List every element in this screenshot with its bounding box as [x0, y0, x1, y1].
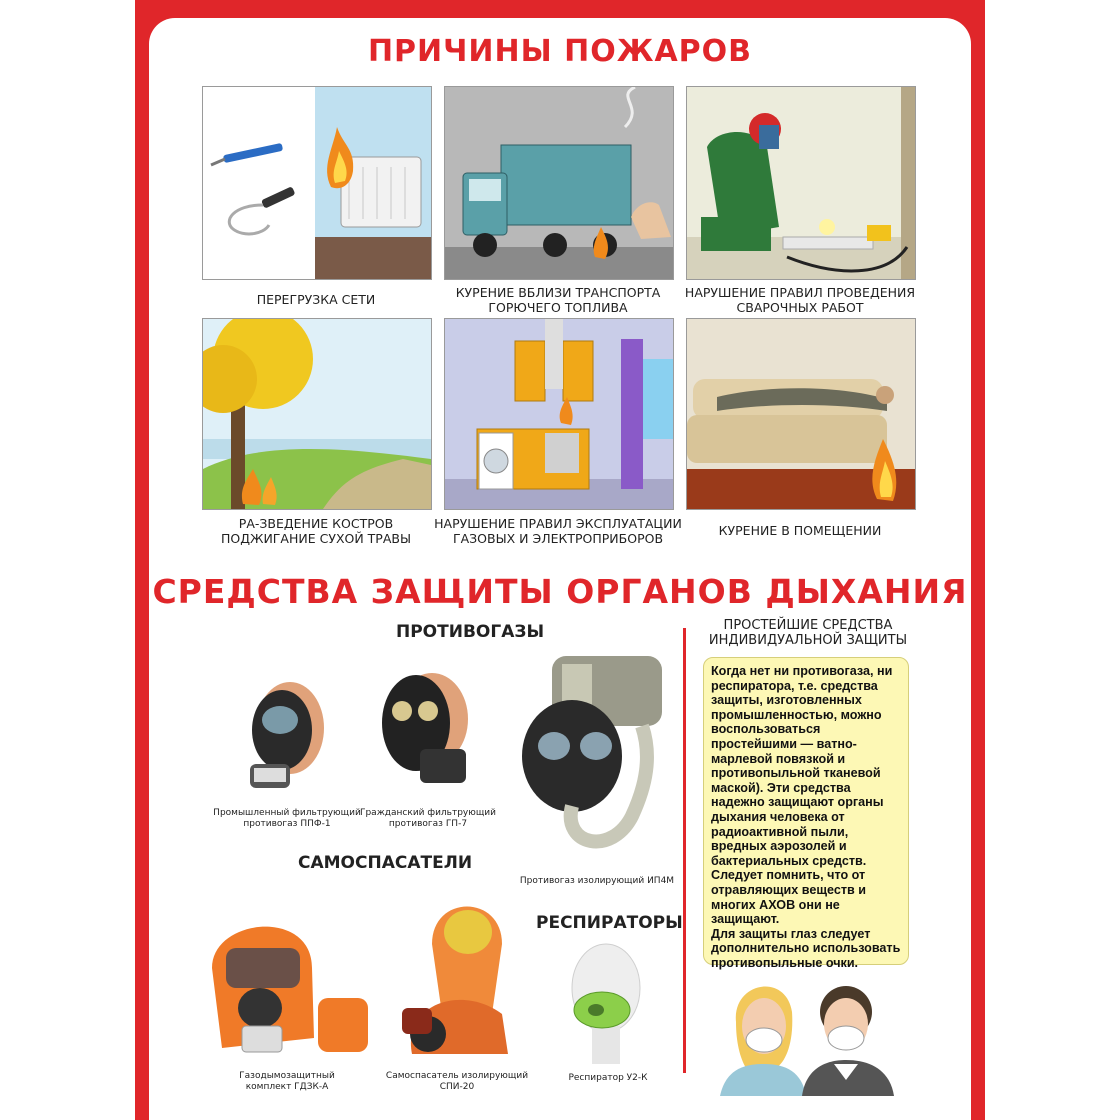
cause-picture-smoking-truck [444, 86, 674, 280]
cause-picture-smoking-sofa [686, 318, 916, 510]
cause-picture-welding [686, 86, 916, 280]
cause-caption-5: НАРУШЕНИЕ ПРАВИЛ ЭКСПЛУАТАЦИИ ГАЗОВЫХ И ЭЛЕКТРОПРИБОРОВ [434, 516, 682, 546]
gas-masks-heading: ПРОТИВОГАЗЫ [396, 622, 545, 642]
cause-caption-6: КУРЕНИЕ В ПОМЕЩЕНИИ [718, 523, 882, 538]
protection-title: СРЕДСТВА ЗАЩИТЫ ОРГАНОВ ДЫХАНИЯ [152, 572, 968, 611]
causes-title: ПРИЧИНЫ ПОЖАРОВ [367, 34, 753, 69]
gas-mask-ip4m-caption: Противогаз изолирующий ИП4М [519, 876, 675, 886]
respirators-heading: РЕСПИРАТОРЫ [536, 913, 683, 933]
self-rescuer-gdzk-image [202, 908, 372, 1058]
cause-picture-overload [202, 86, 432, 280]
cause-caption-4: РА-ЗВЕДЕНИЕ КОСТРОВ ПОДЖИГАНИЕ СУХОЙ ТРАВЫ [220, 516, 411, 546]
gas-mask-ip4m-image [512, 656, 672, 866]
self-rescuer-spi20-caption: Самоспасатель изолирующий СПИ-20 [385, 1071, 529, 1092]
cause-caption-2: КУРЕНИЕ ВБЛИЗИ ТРАНСПОРТА ГОРЮЧЕГО ТОПЛИВА [455, 285, 661, 315]
gas-mask-gp7-image [376, 665, 472, 795]
respirator-u2k-caption: Респиратор У2-К [568, 1073, 648, 1083]
respirator-u2k-image [556, 938, 656, 1064]
self-rescuers-heading: САМОСПАСАТЕЛИ [298, 853, 473, 873]
column-divider [683, 628, 686, 1073]
cause-caption-3: НАРУШЕНИЕ ПРАВИЛ ПРОВЕДЕНИЯ СВАРОЧНЫХ РАБОТ [684, 285, 916, 315]
simple-means-note: Когда нет ни противогаза, ни респиратора, т.е. средства защиты, изготовленных промышленностью, можно воспользоваться простейшими — ватно- марлевой повязкой и противопыльной тканевой маской). Эти средства надежно защищают органы дыхания человека от радиоактивной пыли, вредных аэрозолей и бактериальных средств. Следует помнить, что от отравляющих веществ и многих АХОВ они не защищают. Для защиты глаз следует дополнительно использовать противопыльные очки. [703, 657, 909, 965]
cause-picture-kitchen [444, 318, 674, 510]
self-rescuer-gdzk-caption: Газодымозащитный комплект ГДЗК-А [239, 1071, 335, 1092]
cause-caption-1: ПЕРЕГРУЗКА СЕТИ [256, 292, 376, 307]
gas-mask-ppf1-image [240, 668, 330, 798]
gauze-mask-people-image [706, 972, 916, 1096]
cause-picture-bonfire [202, 318, 432, 510]
simple-means-heading: ПРОСТЕЙШИЕ СРЕДСТВА ИНДИВИДУАЛЬНОЙ ЗАЩИТЫ [708, 618, 908, 648]
self-rescuer-spi20-image [392, 884, 522, 1060]
gas-mask-gp7-caption: Гражданский фильтрующий противогаз ГП-7 [359, 808, 497, 829]
gas-mask-ppf1-caption: Промышленный фильтрующий противогаз ППФ-1 [213, 808, 361, 829]
